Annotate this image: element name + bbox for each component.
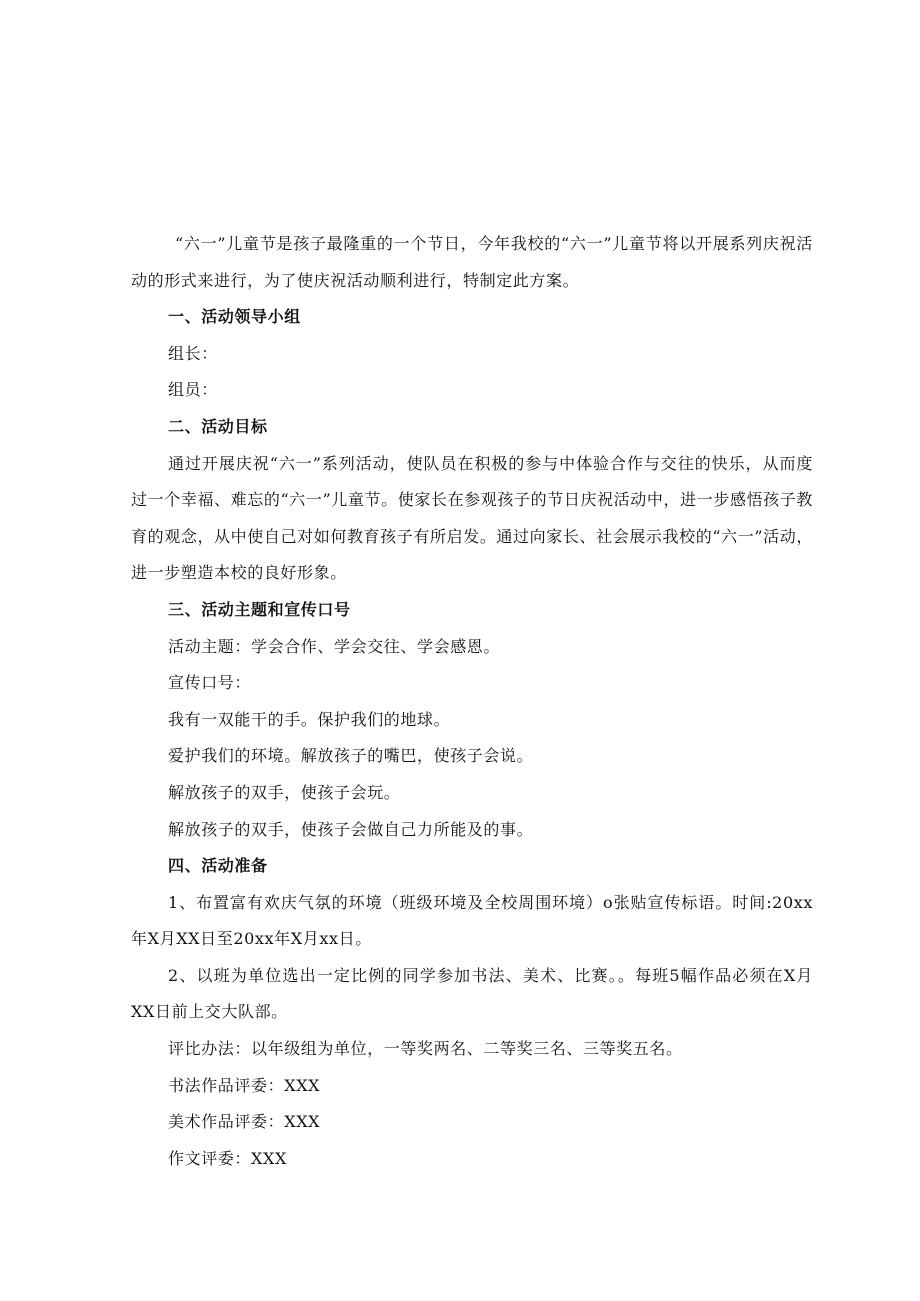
document-page — [131, 226, 813, 1177]
theme-line: 活动主题：学会合作、学会交往、学会感恩。 — [168, 636, 501, 656]
section-2-heading: 二、活动目标 — [168, 416, 268, 436]
judge-essay: 作文评委：XXX — [168, 1148, 287, 1168]
slogan-label: 宣传口号： — [168, 673, 252, 693]
slogan-line: 解放孩子的双手，使孩子会做自己力所能及的事。 — [168, 819, 534, 839]
prep-item-1: 1、布置富有欢庆气氛的环境（班级环境及全校周围环境）o张贴宣传标语。时间:20xx年X月XX日至20xx年X月xx日。 — [131, 892, 813, 949]
judge-calligraphy: 书法作品评委：XXX — [168, 1075, 321, 1095]
section-4-heading: 四、活动准备 — [168, 856, 268, 876]
slogan-line: 我有一双能干的手。保护我们的地球。 — [168, 709, 451, 729]
slogan-line: 爱护我们的环境。解放孩子的嘴巴，使孩子会说。 — [168, 746, 534, 766]
leader-line: 组长： — [168, 343, 218, 363]
members-line: 组员： — [168, 380, 218, 400]
intro-paragraph: “六一”儿童节是孩子最隆重的一个节日，今年我校的“六一”儿童节将以开展系列庆祝活动的形式来进行，为了使庆祝活动顺利进行，特制定此方案。 — [131, 234, 813, 290]
goals-paragraph: 通过开展庆祝“六一”系列活动，使队员在积极的参与中体验合作与交往的快乐，从而度过一个幸福、难忘的“六一”儿童节。使家长在参观孩子的节日庆祝活动中，进一步感悟孩子教育的观念，从中使自己对如何教育孩子有所启发。通过向家长、社会展示我校的“六一”活动，进一步塑造本校的良好形象。 — [131, 453, 813, 583]
section-1-heading: 一、活动领导小组 — [168, 307, 301, 327]
prep-item-2: 2、以班为单位选出一定比例的同学参加书法、美术、比赛。。每班5幅作品必须在X月XX日前上交大队部。 — [131, 965, 813, 1022]
judging-rule: 评比办法：以年级组为单位，一等奖两名、二等奖三名、三等奖五名。 — [168, 1039, 683, 1059]
slogan-line: 解放孩子的双手，使孩子会玩。 — [168, 782, 401, 802]
section-3-heading: 三、活动主题和宣传口号 — [168, 599, 351, 619]
judge-art: 美术作品评委：XXX — [168, 1112, 321, 1132]
